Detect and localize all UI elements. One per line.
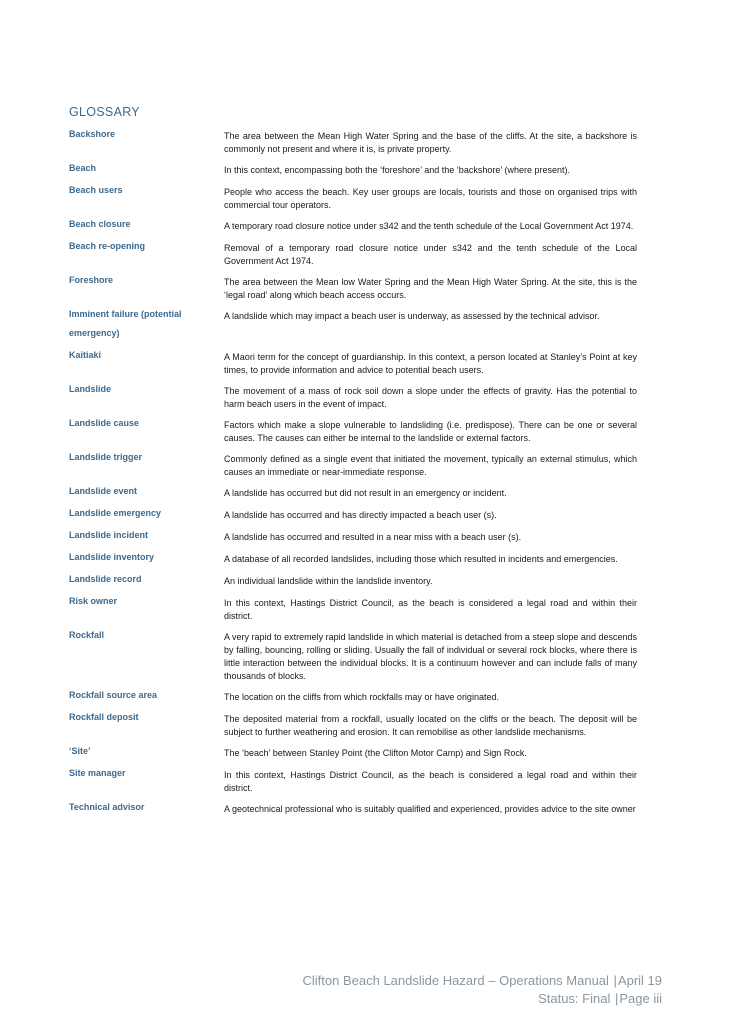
glossary-term: Landslide trigger — [69, 452, 143, 462]
glossary-term: Beach re-opening — [69, 241, 146, 251]
footer-page-number: Page iii — [619, 991, 662, 1006]
glossary-term: Beach users — [69, 185, 123, 195]
footer-line-2: Status: Final |Page iii — [538, 991, 662, 1006]
glossary-entry — [69, 276, 637, 302]
glossary-entry — [69, 597, 637, 623]
glossary-entry — [69, 487, 637, 501]
glossary-heading: GLOSSARY — [69, 105, 140, 119]
glossary-definition: A very rapid to extremely rapid landslide in which material is detached from a steep slope and descends by falling, bouncing, rolling or sliding. Usually the fall of individual or several rock blocks, where there is little interaction between the individual blocks. It is a continuum however and can include falls of many thousands of blocks. — [224, 632, 637, 681]
glossary-term: Rockfall deposit — [69, 712, 139, 722]
glossary-definition: The area between the Mean High Water Spring and the base of the cliffs. At the site, a backshore is commonly not present and where it is, is private property. — [224, 131, 637, 154]
glossary-term: ‘Site’ — [69, 746, 91, 756]
glossary-term: Landslide event — [69, 486, 138, 496]
glossary-entry — [69, 575, 637, 589]
page-footer — [303, 972, 662, 1008]
glossary-definition: A geotechnical professional who is suitably qualified and experienced, provides advice to the site owner — [224, 804, 636, 814]
glossary-term: Risk owner — [69, 596, 118, 606]
glossary-definition: A landslide has occurred and has directly impacted a beach user (s). — [224, 510, 497, 520]
glossary-entry — [69, 509, 637, 523]
glossary-term: Site manager — [69, 768, 126, 778]
glossary-definition: A temporary road closure notice under s342 and the tenth schedule of the Local Government Act 1974. — [224, 221, 634, 231]
glossary-term: Landslide record — [69, 574, 142, 584]
glossary-term: Kaitiaki — [69, 350, 102, 360]
glossary-definition: A Maori term for the concept of guardianship. In this context, a person located at Stanley’s Point at key times, to provide information and advice to potential beach users. — [224, 352, 637, 375]
glossary-term: Landslide incident — [69, 530, 149, 540]
glossary-entry — [69, 220, 637, 234]
glossary-term: Foreshore — [69, 275, 114, 285]
glossary-entry — [69, 803, 637, 817]
glossary-entry — [69, 385, 637, 411]
glossary-term: Landslide cause — [69, 418, 140, 428]
footer-status-value: Final — [582, 991, 611, 1006]
glossary-definition: A database of all recorded landslides, including those which resulted in incidents and emergencies. — [224, 554, 618, 564]
glossary-entry — [69, 130, 637, 156]
glossary-entry — [69, 747, 637, 761]
glossary-entry — [69, 769, 637, 795]
glossary-definition: The location on the cliffs from which rockfalls may or have originated. — [224, 692, 499, 702]
glossary-term: Beach — [69, 163, 97, 173]
glossary-definition: The ‘beach’ between Stanley Point (the Clifton Motor Camp) and Sign Rock. — [224, 748, 527, 758]
glossary-entry — [69, 553, 637, 567]
glossary-definition: The movement of a mass of rock soil down a slope under the effects of gravity. Has the potential to harm beach users in the event of impact. — [224, 386, 637, 409]
glossary-term: Backshore — [69, 129, 116, 139]
glossary-entry — [69, 691, 637, 705]
glossary-definition: Factors which make a slope vulnerable to landsliding (i.e. predispose). There can be one or several causes. The causes can either be internal to the landslide or external factors. — [224, 420, 637, 443]
glossary-definition: A landslide which may impact a beach user is underway, as assessed by the technical advisor. — [224, 311, 600, 321]
glossary-definition: Removal of a temporary road closure notice under s342 and the tenth schedule of the Local Government Act 1974. — [224, 243, 637, 266]
glossary-entry — [69, 242, 637, 268]
glossary-list — [69, 130, 637, 825]
glossary-term: Imminent failure (potential emergency) — [69, 309, 182, 338]
glossary-entry — [69, 713, 637, 739]
glossary-definition: In this context, encompassing both the ‘foreshore’ and the ‘backshore’ (where present). — [224, 165, 571, 175]
glossary-definition: In this context, Hastings District Council, as the beach is considered a legal road and within their district. — [224, 598, 637, 621]
glossary-entry — [69, 531, 637, 545]
footer-date: April 19 — [617, 973, 662, 988]
footer-status-label: Status: — [538, 991, 579, 1006]
glossary-term: Technical advisor — [69, 802, 145, 812]
glossary-entry — [69, 351, 637, 377]
glossary-entry — [69, 419, 637, 445]
glossary-definition: People who access the beach. Key user groups are locals, tourists and those on organised trips with commercial tour operators. — [224, 187, 637, 210]
glossary-definition: The deposited material from a rockfall, usually located on the cliffs or the beach. The deposit will be subject to further weathering and erosion. It can remobilise as other landslide mechanisms. — [224, 714, 637, 737]
glossary-definition: A landslide has occurred but did not result in an emergency or incident. — [224, 488, 507, 498]
glossary-entry — [69, 310, 637, 343]
glossary-definition: A landslide has occurred and resulted in a near miss with a beach user (s). — [224, 532, 522, 542]
glossary-definition: In this context, Hastings District Council, as the beach is considered a legal road and within their district. — [224, 770, 637, 793]
glossary-entry — [69, 164, 637, 178]
footer-document-title: Clifton Beach Landslide Hazard – Operations Manual — [302, 973, 609, 988]
glossary-term: Landslide inventory — [69, 552, 155, 562]
glossary-definition: An individual landslide within the landslide inventory. — [224, 576, 433, 586]
glossary-definition: Commonly defined as a single event that initiated the movement, typically an external stimulus, which causes an immediate or near-immediate response. — [224, 454, 637, 477]
glossary-entry — [69, 186, 637, 212]
glossary-term: Landslide — [69, 384, 112, 394]
glossary-term: Rockfall — [69, 630, 105, 640]
glossary-term: Beach closure — [69, 219, 131, 229]
footer-line-1: Clifton Beach Landslide Hazard – Operations Manual |April 19 — [302, 973, 662, 988]
glossary-term: Landslide emergency — [69, 508, 162, 518]
glossary-entry — [69, 453, 637, 479]
glossary-term: Rockfall source area — [69, 690, 158, 700]
glossary-entry — [69, 631, 637, 683]
glossary-definition: The area between the Mean low Water Spring and the Mean High Water Spring. At the site, this is the ‘legal road’ along which beach access occurs. — [224, 277, 637, 300]
